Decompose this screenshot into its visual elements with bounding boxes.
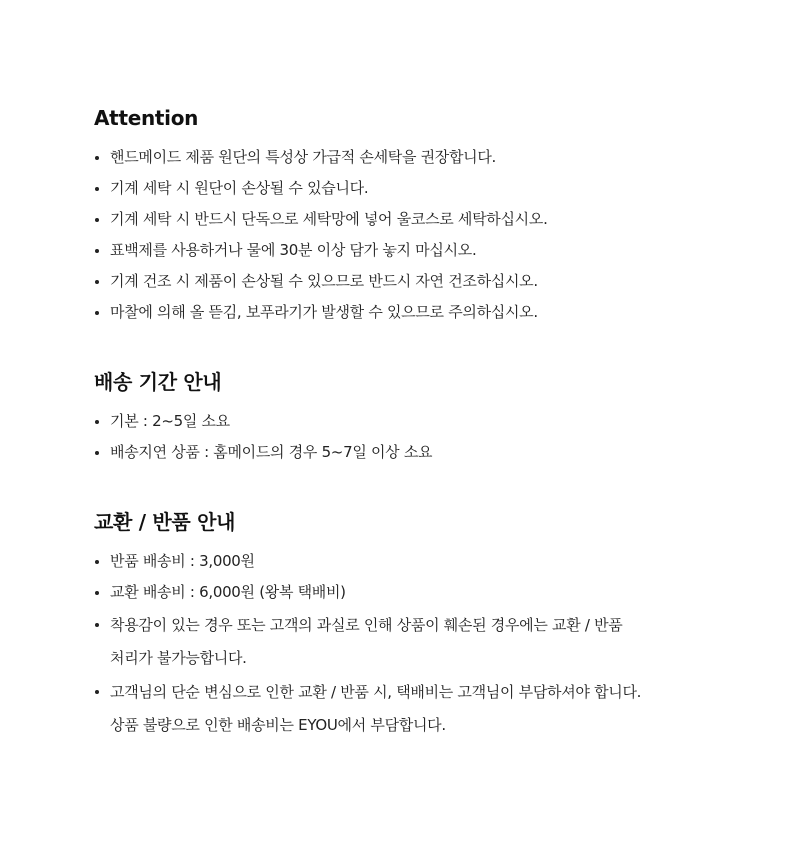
attention-item: 기계 세탁 시 반드시 단독으로 세탁망에 넣어 울코스로 세탁하십시오. [94,204,714,235]
attention-list [94,142,714,328]
exchange-list [94,546,714,742]
attention-item: 표백제를 사용하거나 물에 30분 이상 담가 놓지 마십시오. [94,235,714,266]
attention-item: 핸드메이드 제품 원단의 특성상 가급적 손세탁을 권장합니다. [94,142,714,173]
exchange-item-line: 상품 불량으로 인한 배송비는 EYOU에서 부담합니다. [110,716,446,734]
attention-item: 기계 건조 시 제품이 손상될 수 있으므로 반드시 자연 건조하십시오. [94,266,714,297]
shipping-list [94,406,714,468]
attention-item: 마찰에 의해 올 뜯김, 보푸라기가 발생할 수 있으므로 주의하십시오. [94,297,714,328]
exchange-item-line: 처리가 불가능합니다. [110,649,247,667]
exchange-item-line: 착용감이 있는 경우 또는 고객의 과실로 인해 상품이 훼손된 경우에는 교환 / 반품 [110,616,623,634]
shipping-title: 배송 기간 안내 [94,370,222,394]
exchange-section [94,508,714,742]
exchange-item-multiline [94,608,714,675]
exchange-title: 교환 / 반품 안내 [94,510,236,534]
attention-section [94,104,714,328]
exchange-item: 교환 배송비 : 6,000원 (왕복 택배비) [94,577,714,608]
shipping-section [94,368,714,468]
exchange-item-line: 고객님의 단순 변심으로 인한 교환 / 반품 시, 택배비는 고객님이 부담하셔야 합니다. [110,683,642,701]
exchange-item-multiline [94,675,714,742]
attention-item: 기계 세탁 시 원단이 손상될 수 있습니다. [94,173,714,204]
shipping-item: 기본 : 2~5일 소요 [94,406,714,437]
shipping-item: 배송지연 상품 : 홈메이드의 경우 5~7일 이상 소요 [94,437,714,468]
exchange-item: 반품 배송비 : 3,000원 [94,546,714,577]
attention-title: Attention [94,106,199,130]
